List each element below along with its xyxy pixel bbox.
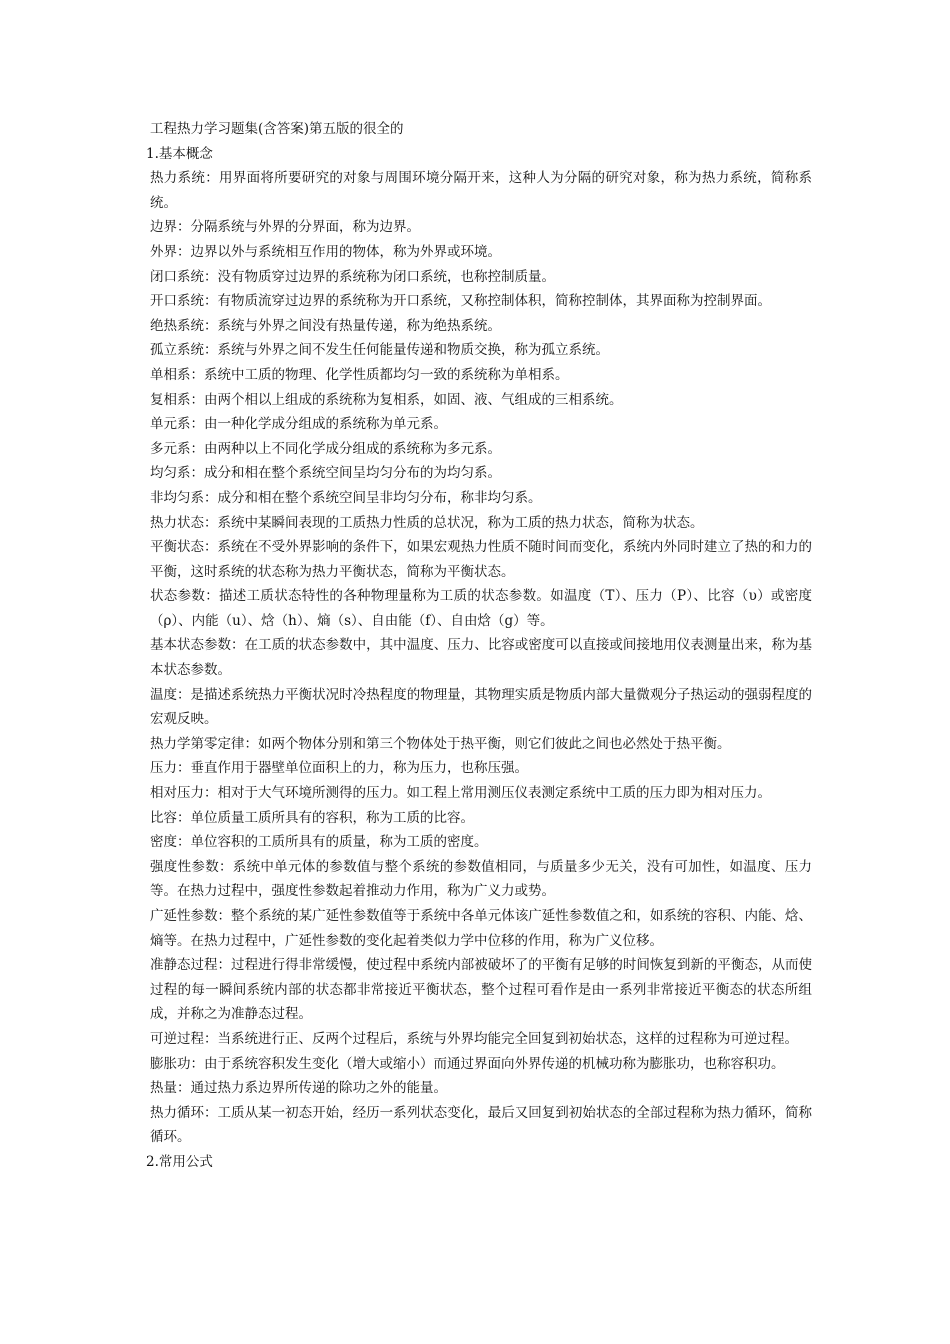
- definition-relative-pressure: 相对压力：相对于大气环境所测得的压力。如工程上常用测压仪表测定系统中工质的压力即为相对压力。: [150, 785, 771, 802]
- section-heading-common-formulas: 2.常用公式: [146, 1153, 213, 1170]
- definition-surroundings: 外界：边界以外与系统相互作用的物体，称为外界或环境。: [150, 243, 501, 260]
- document-page: [140, 117, 812, 1175]
- definition-single-component-system: 单元系：由一种化学成分组成的系统称为单元系。: [150, 416, 447, 433]
- definition-temperature: 温度：是描述系统热力平衡状况时冷热程度的物理量，其物理实质是物质内部大量微观分子热运动的强弱程度的宏观反映。: [150, 686, 812, 728]
- definition-specific-volume: 比容：单位质量工质所具有的容积，称为工质的比容。: [150, 809, 474, 826]
- definition-closed-system: 闭口系统：没有物质穿过边界的系统称为闭口系统，也称控制质量。: [150, 268, 555, 285]
- document-title: 工程热力学习题集(含答案)第五版的很全的: [150, 121, 404, 137]
- definition-quasi-static-process: 准静态过程：过程进行得非常缓慢，使过程中系统内部被破坏了的平衡有足够的时间恢复到新的平衡态，从而使过程的每一瞬间系统内部的状态都非常接近平衡状态，整个过程可看作是由一系列非常接近平衡态的状态所组成，并称之为准静态过程。: [150, 957, 812, 1023]
- definition-open-system: 开口系统：有物质流穿过边界的系统称为开口系统，又称控制体积，简称控制体，其界面称为控制界面。: [150, 293, 771, 310]
- definition-heterogeneous-system: 非均匀系：成分和相在整个系统空间呈非均匀分布，称非均匀系。: [150, 489, 542, 506]
- section-heading-basic-concepts: 1.基本概念: [146, 145, 213, 162]
- definition-pressure: 压力：垂直作用于器壁单位面积上的力，称为压力，也称压强。: [150, 760, 528, 777]
- definition-thermodynamic-state: 热力状态：系统中某瞬间表现的工质热力性质的总状况，称为工质的热力状态，简称为状态。: [150, 514, 704, 531]
- definition-equilibrium-state: 平衡状态：系统在不受外界影响的条件下，如果宏观热力性质不随时间而变化，系统内外同时建立了热的和力的平衡，这时系统的状态称为热力平衡状态，简称为平衡状态。: [150, 539, 812, 580]
- definition-multi-component-system: 多元系：由两种以上不同化学成分组成的系统称为多元系。: [150, 440, 501, 457]
- definition-adiabatic-system: 绝热系统：系统与外界之间没有热量传递，称为绝热系统。: [150, 317, 501, 334]
- definition-zeroth-law: 热力学第零定律：如两个物体分别和第三个物体处于热平衡，则它们彼此之间也必然处于热平衡。: [150, 735, 731, 752]
- definition-homogeneous-system: 均匀系：成分和相在整个系统空间呈均匀分布的为均匀系。: [150, 465, 501, 482]
- definition-basic-state-parameters: 基本状态参数：在工质的状态参数中，其中温度、压力、比容或密度可以直接或间接地用仪表测量出来，称为基本状态参数。: [150, 637, 812, 679]
- definition-boundary: 边界：分隔系统与外界的分界面，称为边界。: [150, 219, 420, 236]
- definition-expansion-work: 膨胀功：由于系统容积发生变化（增大或缩小）而通过界面向外界传递的机械功称为膨胀功，也称容积功。: [150, 1055, 785, 1072]
- definition-extensive-parameters: 广延性参数：整个系统的某广延性参数值等于系统中各单元体该广延性参数值之和，如系统的容积、内能、焓、熵等。在热力过程中，广延性参数的变化起着类似力学中位移的作用，称为广义位移。: [150, 908, 812, 949]
- definition-density: 密度：单位容积的工质所具有的质量，称为工质的密度。: [150, 834, 488, 851]
- definition-state-parameters: 状态参数：描述工质状态特性的各种物理量称为工质的状态参数。如温度（T）、压力（P）、比容（υ）或密度（ρ）、内能（u）、焓（h）、熵（s）、自由能（f）、自由焓（g）等。: [150, 588, 812, 629]
- definition-reversible-process: 可逆过程：当系统进行正、反两个过程后，系统与外界均能完全回复到初始状态，这样的过程称为可逆过程。: [150, 1030, 798, 1047]
- definition-single-phase-system: 单相系：系统中工质的物理、化学性质都均匀一致的系统称为单相系。: [150, 366, 569, 383]
- definition-heat: 热量：通过热力系边界所传递的除功之外的能量。: [150, 1080, 447, 1097]
- definition-isolated-system: 孤立系统：系统与外界之间不发生任何能量传递和物质交换，称为孤立系统。: [150, 342, 609, 359]
- definition-intensive-parameters: 强度性参数：系统中单元体的参数值与整个系统的参数值相同，与质量多少无关，没有可加性，如温度、压力等。在热力过程中，强度性参数起着推动力作用，称为广义力或势。: [150, 858, 812, 900]
- definition-multi-phase-system: 复相系：由两个相以上组成的系统称为复相系，如固、液、气组成的三相系统。: [150, 391, 623, 408]
- definition-thermodynamic-cycle: 热力循环：工质从某一初态开始，经历一系列状态变化，最后又回复到初始状态的全部过程称为热力循环，简称循环。: [150, 1104, 812, 1146]
- definition-thermodynamic-system: 热力系统：用界面将所要研究的对象与周围环境分隔开来，这种人为分隔的研究对象，称为热力系统，简称系统。: [150, 170, 812, 211]
